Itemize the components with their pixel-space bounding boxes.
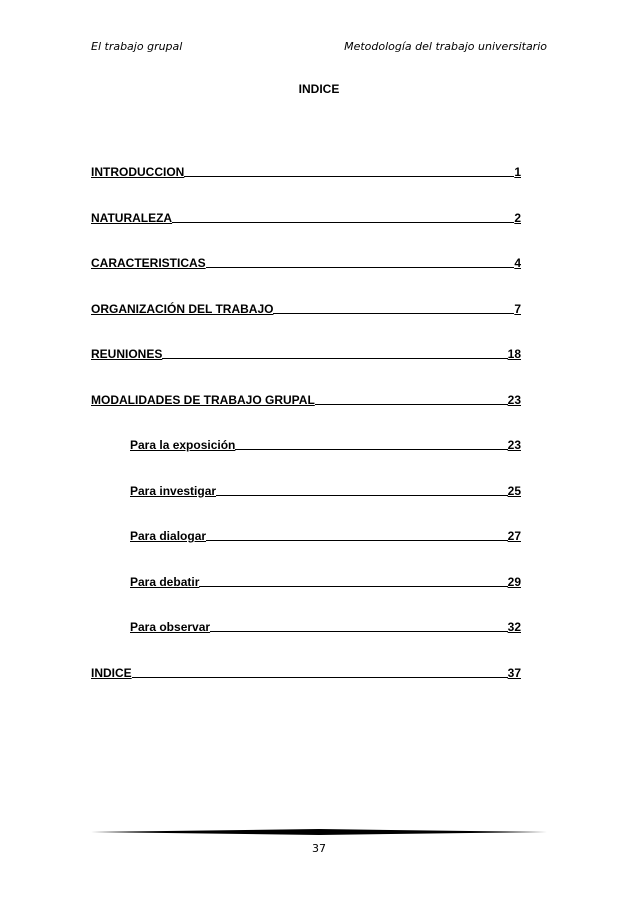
toc-entry — [91, 300, 521, 316]
toc-entry — [91, 163, 521, 179]
toc-leader-line — [315, 404, 508, 405]
page-title: INDICE — [298, 82, 340, 96]
running-header-right: Metodología del trabajo universitario — [344, 40, 547, 53]
toc-entry — [91, 254, 521, 270]
toc-entry-page: 4 — [514, 256, 521, 270]
toc-entry-label: INDICE — [91, 665, 132, 680]
toc-entry — [130, 527, 521, 543]
toc-leader-line — [210, 631, 508, 632]
toc-entry-page: 29 — [507, 574, 521, 589]
toc-entry-label: MODALIDADES DE TRABAJO GRUPAL — [91, 392, 315, 407]
toc-entry — [91, 391, 521, 407]
toc-entry-page: 23 — [507, 438, 521, 452]
page-number: 37 — [312, 842, 326, 855]
toc-entry-page: 1 — [514, 165, 521, 179]
toc-entry-label: Para observar — [130, 620, 211, 634]
toc-entry-label: CARACTERISTICAS — [91, 256, 206, 270]
toc-leader-line — [132, 677, 508, 678]
toc-entry — [91, 664, 521, 680]
toc-leader-line — [206, 540, 508, 541]
toc-entry-page: 32 — [507, 620, 521, 634]
toc-entry-page: 25 — [507, 483, 521, 498]
toc-leader-line — [172, 222, 514, 223]
toc-entry-label: INTRODUCCION — [91, 165, 185, 179]
toc-entry-page: 7 — [514, 301, 521, 316]
toc-entry — [130, 573, 521, 589]
toc-entry-page: 18 — [507, 347, 521, 361]
toc-entry-page: 23 — [507, 392, 521, 407]
toc-leader-line — [199, 586, 507, 587]
toc-entry — [130, 482, 521, 498]
toc-entry-label: Para investigar — [130, 483, 217, 498]
running-header-left: El trabajo grupal — [91, 40, 183, 53]
toc-entry — [91, 209, 521, 225]
toc-entry-label: NATURALEZA — [91, 210, 173, 225]
toc-leader-line — [162, 358, 507, 359]
toc-entry-page: 37 — [507, 665, 521, 680]
footer-divider — [91, 828, 547, 836]
toc-entry — [91, 345, 521, 361]
toc-entry-label: REUNIONES — [91, 347, 163, 361]
toc-leader-line — [235, 449, 507, 450]
toc-entry-label: Para la exposición — [130, 438, 236, 452]
toc-leader-line — [206, 267, 515, 268]
toc-entry-label: Para debatir — [130, 574, 200, 589]
toc-leader-line — [216, 495, 508, 496]
toc-entry — [130, 436, 521, 452]
toc-entry-page: 27 — [507, 529, 521, 543]
toc-entry-page: 2 — [514, 210, 521, 225]
toc-entry — [130, 618, 521, 634]
toc-leader-line — [184, 176, 514, 177]
toc-entry-label: ORGANIZACIÓN DEL TRABAJO — [91, 301, 274, 316]
toc-leader-line — [273, 313, 514, 314]
toc-entry-label: Para dialogar — [130, 529, 207, 543]
